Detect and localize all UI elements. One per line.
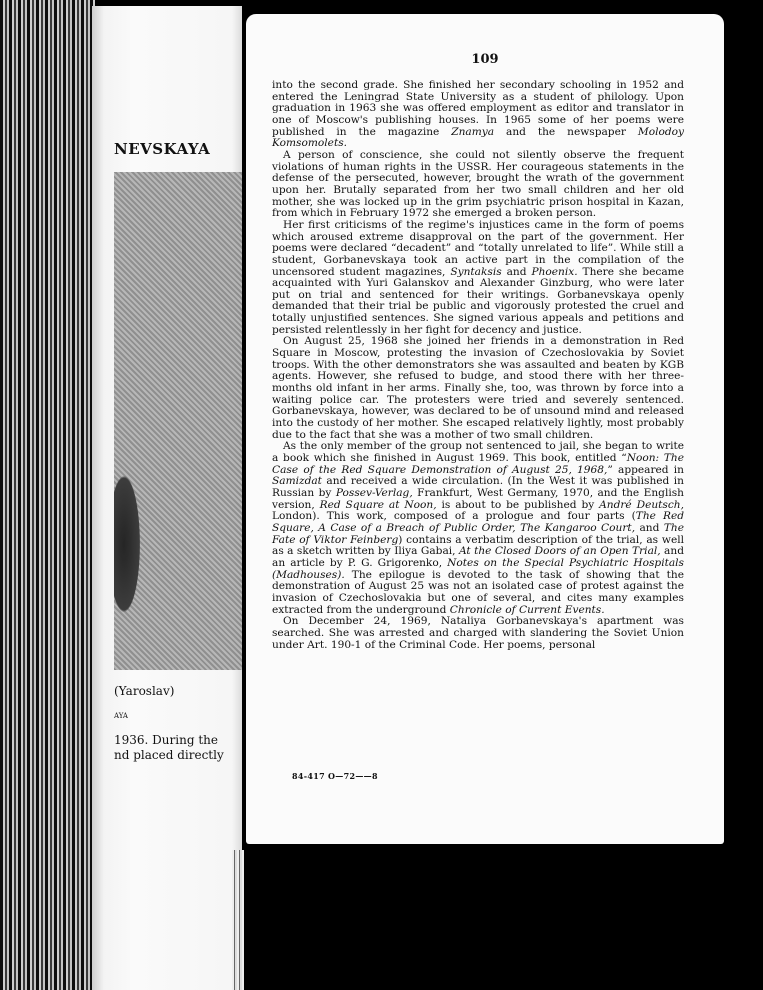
text-run: Her first criticisms of the regime's injustices came in the form of poems which aroused extreme disapproval on the part of the government. Her poems were declared “decadent” and “totally unrelated to life”. While still a student, Gorbanevskaya took an active part in the compilation of the uncensored student magazines, [272, 218, 684, 278]
text-run: On December 24, 1969, Nataliya Gorbanevskaya's apartment was searched. She was arrested and charged with slandering the Soviet Union under Art. 190-1 of the Criminal Code. Her poems, personal [272, 615, 684, 651]
italic-text-run: Possev-Verlag, [335, 486, 413, 499]
text-run: and received a wide circulation. (In the West it was published in Russian by [272, 475, 684, 499]
previous-page-strip [92, 6, 242, 990]
italic-text-run: Red Square at Noon, [319, 498, 437, 511]
italic-text-run: At the Closed Doors of an Open Trial, [458, 545, 661, 558]
italic-text-run: Noon: The Case of the Red Square Demonstration of August 25, 1968, [272, 452, 684, 476]
text-run: ) contains a verbatim description of the trial, as well as a sketch written by Iliya Gabai, [272, 533, 685, 558]
print-code: 84-417 O—72——8 [292, 771, 378, 781]
text-run: As the only member of the group not sentenced to jail, she began to write a book which she finished in August 1969. This book, entitled “ [272, 440, 684, 464]
paragraph [272, 336, 684, 441]
previous-page-line-2: nd placed directly [114, 748, 224, 762]
text-run: A person of conscience, she could not silently observe the frequent violations of human rights in the USSR. Her courageous statements in the defense of the persecuted, however, brought the wrath of the government upon her. Brutally separated from her two small children and her old mother, she was locked up in the grim psychiatric prison hospital in Kazan, from which in February 1972 she emerged a broken person. [272, 148, 684, 220]
book-binding-edge [0, 0, 95, 990]
portrait-photo [114, 172, 242, 670]
caption-small-label: AYA [114, 712, 128, 720]
book-page [246, 14, 724, 844]
text-run: and an article by P. G. Grigorenko, [272, 545, 684, 569]
text-run: ” appeared in [607, 463, 684, 476]
italic-text-run: Samizdat [272, 475, 322, 488]
italic-text-run: The Fate of Viktor Feinberg [272, 521, 685, 546]
text-run: and [635, 521, 664, 534]
previous-page-header: NEVSKAYA [114, 140, 211, 158]
italic-text-run: Chronicle of Current Events. [449, 603, 605, 616]
paragraph [272, 220, 684, 337]
previous-page-line-1: 1936. During the [114, 733, 218, 747]
text-run: and the newspaper [494, 125, 638, 138]
text-run: On August 25, 1968 she joined her friends in a demonstration in Red Square in Moscow, protesting the invasion of Czechoslovakia by Soviet troops. With the other demonstrators she was assaulted and beaten by KGB agents. However, she refused to budge, and stood there with her three-months old infant in her arms. Finally she, too, was thrown by force into a waiting police car. The protesters were tried and severely sentenced. Gorbanevskaya, however, was declared to be of unsound mind and released into the custody of her mother. She escaped relatively lightly, most probably due to the fact that she was a mother of two small children. [272, 335, 684, 441]
italic-text-run: André Deutsch, [599, 498, 684, 511]
page-number: 109 [471, 52, 499, 67]
text-run: Frankfurt, West Germany, 1970, and the English version, [272, 486, 684, 511]
text-run: The epilogue is devoted to the task of showing that the demonstration of August 25 was not an isolated case of protest against the invasion of Czechoslovakia but one of several, and cites many examples extracted from the underground [272, 568, 684, 616]
italic-text-run: Znamya [451, 125, 495, 138]
paragraph [272, 441, 684, 616]
text-run: London). This work, composed of a prologue and four parts ( [272, 510, 636, 523]
italic-text-run: The Red Square, A Case of a Breach of Public Order, The Kangaroo Court, [272, 510, 684, 534]
text-run: into the second grade. She finished her secondary schooling in 1952 and entered the Leningrad State University as a student of philology. Upon graduation in 1963 she was offered employment as editor and translator in one of Moscow's publishing houses. In 1965 some of her poems were published in the magazine [272, 79, 684, 138]
paragraph [272, 150, 684, 220]
photo-caption: (Yaroslav) [114, 684, 175, 698]
paragraph [272, 80, 684, 150]
binding-strip-bottom [232, 850, 244, 990]
text-run: There she became acquainted with Yuri Galanskov and Alexander Ginzburg, who were later put on trial and sentenced for their writings. Gorbanevskaya openly demanded that their trial be public and vigorously protested the cruel and totally unjustified sentences. She signed various appeals and petitions and persisted relentlessly in her fight for decency and justice. [272, 265, 684, 336]
italic-text-run: Syntaksis [450, 265, 502, 278]
text-run: and [501, 265, 532, 278]
paragraph [272, 616, 684, 651]
page-body [272, 80, 684, 651]
italic-text-run: Notes on the Special Psychiatric Hospitals (Madhouses). [272, 556, 684, 581]
italic-text-run: Molodoy Komsomolets. [272, 125, 684, 150]
text-run: is about to be published by [436, 498, 600, 511]
italic-text-run: Phoenix. [531, 265, 578, 278]
